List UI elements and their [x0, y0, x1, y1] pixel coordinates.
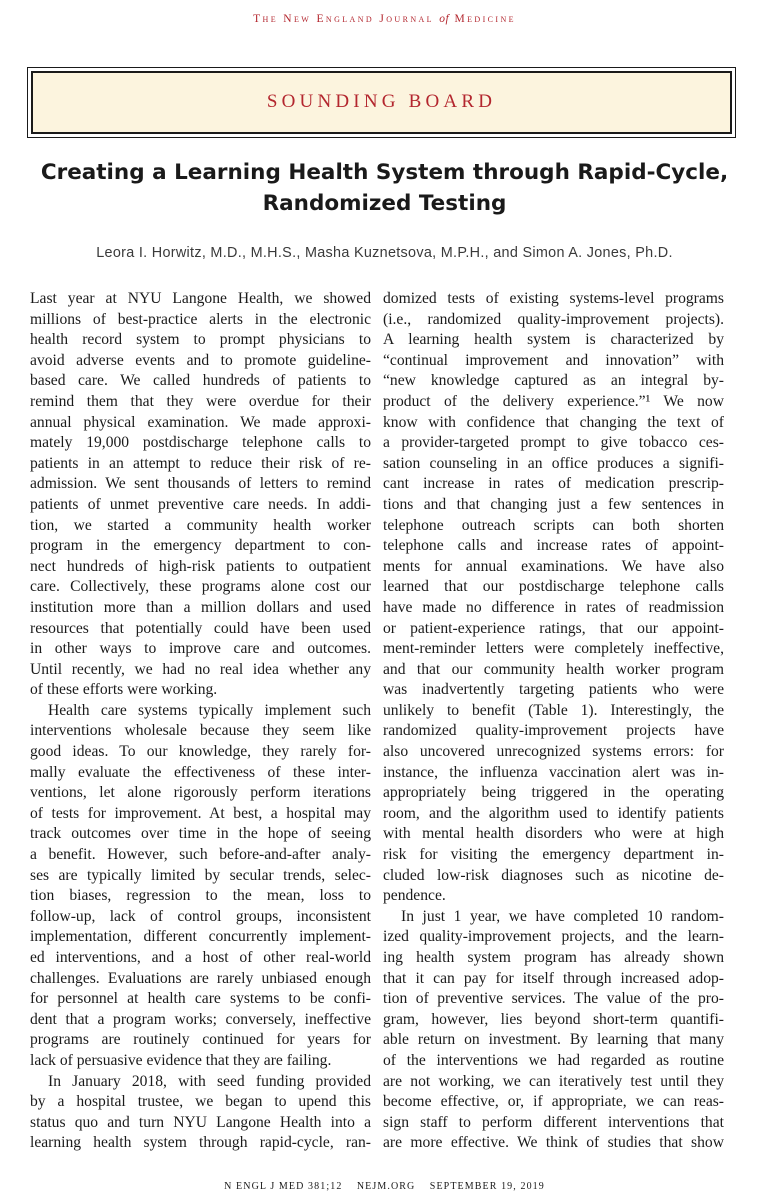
body-text-line: interventions wholesale because they seem like — [30, 722, 371, 740]
body-text-line: tions and that changing just a few sentences in — [383, 495, 724, 513]
body-text-line: appropriately being triggered in the operating — [383, 784, 724, 802]
body-text-line: room, and the algorithm used to identify patients — [383, 804, 724, 822]
body-text-line: care. Collectively, these programs alone cost our — [30, 578, 371, 596]
body-text-line: sation counseling in an office produces a signifi- — [383, 454, 724, 472]
body-text-line: (i.e., randomized quality-improvement projects). — [383, 310, 724, 328]
body-text-line: annual physical examination. We made approxi- — [30, 413, 371, 431]
body-text-line: telephone calls and increase rates of appoint- — [383, 537, 724, 555]
body-text-line: of tests for improvement. At best, a hospital may — [30, 804, 371, 822]
body-text-line: instance, the influenza vaccination alert was in- — [383, 763, 724, 781]
body-text-line: dent that a program works; conversely, ineffective — [30, 1010, 371, 1028]
body-text-line: tion of preventive services. The value of the pro- — [383, 990, 724, 1008]
body-text-line: program in the emergency department to con- — [30, 537, 371, 555]
body-text-line: with mental health disorders who were at high — [383, 825, 724, 843]
body-text-line: and that our community health worker program — [383, 660, 724, 678]
body-text-line: patients in an attempt to reduce their risk of re- — [30, 454, 371, 472]
body-text-line: admission. We sent thousands of letters to remind — [30, 475, 371, 493]
body-text-line: ment-reminder letters were completely ineffective, — [383, 640, 724, 658]
body-text-line: “new knowledge captured as an integral by- — [383, 372, 724, 390]
body-text-line: was inadvertently targeting patients who were — [383, 681, 724, 699]
journal-name-of: of — [439, 13, 450, 25]
body-text-line: gram, however, lies beyond short-term quantifi- — [383, 1010, 724, 1028]
body-text-line: for personnel at health care systems to be confi- — [30, 990, 371, 1008]
body-text-line: nect hundreds of high-risk patients to outpatient — [30, 557, 371, 575]
body-text-line: programs are routinely continued for years for — [30, 1031, 371, 1049]
body-text-line: cluded low-risk diagnoses such as nicotine de- — [383, 866, 724, 884]
body-text-line: follow-up, lack of control groups, inconsistent — [30, 907, 371, 925]
body-text-line: mately 19,000 postdischarge telephone calls to — [30, 434, 371, 452]
body-text-line: by a hospital trustee, we began to upend this — [30, 1093, 371, 1111]
body-text-line: resources that potentially could have been used — [30, 619, 371, 637]
footer-site: NEJM.ORG — [356, 1181, 416, 1192]
body-text-line: status quo and turn NYU Langone Health into a — [30, 1113, 371, 1131]
body-text-line: risk for visiting the emergency department in- — [383, 846, 724, 864]
body-text-line: unlikely to benefit (Table 1). Interestingly, the — [383, 701, 724, 719]
body-text-line: good ideas. To our knowledge, they rarely for- — [30, 743, 371, 761]
body-text-line: of these efforts were working. — [30, 681, 218, 699]
body-text-line: based care. We called hundreds of patients to — [30, 372, 371, 390]
article-title-line-2: Randomized Testing — [262, 191, 507, 216]
section-banner — [31, 71, 732, 134]
body-text-line: in other ways to improve care and outcomes. — [30, 640, 371, 658]
body-text-line: ments for annual examinations. We have also — [383, 557, 724, 575]
body-text-line: of the interventions we had regarded as routine — [383, 1051, 724, 1069]
body-text-line: domized tests of existing systems-level programs — [383, 290, 724, 307]
body-text-line: ventions, let alone rigorously perform iterations — [30, 784, 371, 802]
body-text-line: millions of best-practice alerts in the electronic — [30, 310, 371, 328]
body-text-line: tion biases, regression to the mean, loss to — [30, 887, 371, 905]
body-text-line: learning health system through rapid-cycle, ran- — [30, 1134, 371, 1152]
body-text-line: that it can pay for itself through increased adop- — [383, 969, 724, 987]
body-text-line: have made no difference in rates of readmission — [383, 598, 724, 616]
body-text-line: challenges. Evaluations are rarely unbiased enough — [30, 969, 371, 987]
footer-date: SEPTEMBER 19, 2019 — [429, 1181, 545, 1192]
body-text-line: avoid adverse events and to promote guideline- — [30, 351, 371, 369]
body-text-line: ed interventions, and a host of other real-world — [30, 949, 371, 966]
body-text-line: In just 1 year, we have completed 10 random- — [401, 907, 724, 925]
body-text-line: telephone outreach scripts can both shorten — [383, 516, 724, 534]
body-text-line: Until recently, we had no real idea whether any — [30, 660, 371, 678]
body-text-line: product of the delivery experience.”¹ We now — [383, 392, 724, 410]
body-text-line: a benefit. However, such before-and-after analy- — [30, 846, 371, 864]
body-text-line: are not working, we can iteratively test until they — [383, 1072, 724, 1090]
body-column-left — [30, 289, 371, 1154]
body-text-line: ses are typically limited by secular trends, selec- — [30, 866, 371, 884]
article-title — [30, 157, 739, 219]
body-text-line: Health care systems typically implement such — [48, 701, 371, 719]
body-text-line: In January 2018, with seed funding provided — [48, 1072, 371, 1090]
body-text-line: health record system to prompt physicians to — [30, 331, 371, 349]
body-text-line: randomized quality-improvement projects have — [383, 722, 724, 740]
body-text-line: tion, we started a community health worker — [30, 516, 371, 534]
body-text-line: patients of unmet preventive care needs. In addi- — [30, 495, 371, 513]
body-text-line: implementation, different concurrently implement- — [30, 928, 371, 946]
body-text-line: able return on investment. By learning that many — [383, 1031, 724, 1049]
body-text-line: ized quality-improvement projects, and the learn- — [383, 928, 724, 946]
author-byline: Leora I. Horwitz, M.D., M.H.S., Masha Kuznetsova, M.P.H., and Simon A. Jones, Ph.D. — [96, 245, 673, 261]
body-text-line: or patient-experience ratings, that our appoint- — [383, 619, 724, 637]
body-text-line: know with confidence that changing the text of — [383, 413, 724, 431]
body-text-line: a provider-targeted prompt to give tobacco ces- — [383, 434, 724, 452]
journal-running-head — [0, 13, 769, 25]
body-text-line: mally evaluate the effectiveness of these inter- — [30, 763, 371, 781]
journal-name-pre: The New England Journal — [253, 13, 434, 25]
body-text-line: also uncovered unrecognized systems errors: for — [383, 743, 724, 761]
page-footer — [0, 1181, 769, 1192]
body-column-right — [383, 289, 724, 1154]
section-label: SOUNDING BOARD — [266, 91, 497, 112]
body-text-line: lack of persuasive evidence that they are failing. — [30, 1051, 332, 1069]
body-text-line: “continual improvement and innovation” with — [383, 351, 724, 369]
footer-citation: N ENGL J MED 381;12 — [224, 1181, 343, 1192]
body-text-line: remind them that they were overdue for their — [30, 392, 371, 410]
body-text-line: sign staff to perform different interventions that — [383, 1113, 724, 1131]
body-text-line: institution more than a million dollars and used — [30, 598, 371, 616]
body-text-line: cant increase in rates of medication prescrip- — [383, 475, 724, 493]
body-text-line: ing health system program has already shown — [383, 949, 724, 966]
body-text-line: become effective, or, if appropriate, we can reas- — [383, 1093, 724, 1111]
journal-name-post: Medicine — [454, 13, 516, 25]
body-text-line: are more effective. We think of studies that show — [383, 1134, 724, 1152]
body-text-line: track outcomes over time in the hope of seeing — [30, 825, 371, 843]
body-text-line: learned that our postdischarge telephone calls — [383, 578, 724, 596]
article-title-line-1: Creating a Learning Health System through Rapid-Cycle, — [40, 160, 729, 185]
body-text-line: Last year at NYU Langone Health, we showed — [30, 290, 371, 307]
body-text-line: A learning health system is characterized by — [383, 331, 724, 349]
body-text-line: pendence. — [383, 887, 446, 905]
